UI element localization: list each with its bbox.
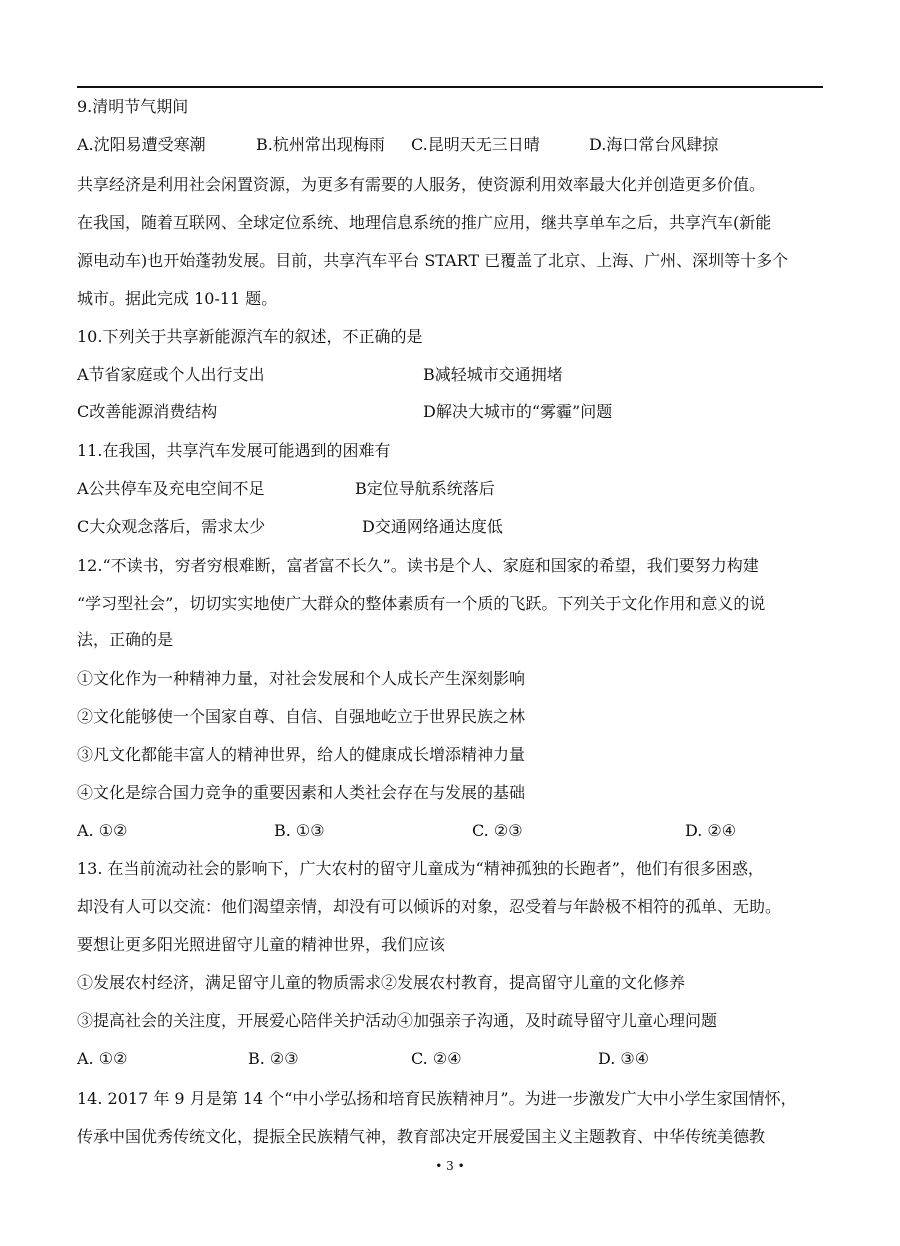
q9-option-c: C.昆明天无三日晴 [411, 135, 540, 154]
question-14-stem-line-2: 传承中国优秀传统文化，提振全民族精气神，教育部决定开展爱国主义主题教育、中华传统美德教 [77, 1127, 766, 1146]
question-14-stem-line-1: 14. 2017 年 9 月是第 14 个“中小学弘扬和培育民族精神月”。为进一步激发广大中小学生家国情怀， [77, 1089, 797, 1108]
question-10-stem: 10.下列关于共享新能源汽车的叙述，不正确的是 [77, 327, 423, 346]
q13-statements-row-2: ③提高社会的关注度，开展爱心陪伴关护活动④加强亲子沟通，及时疏导留守儿童心理问题 [77, 1011, 718, 1030]
q10-option-b: B减轻城市交通拥堵 [423, 365, 563, 384]
q10-option-d: D解决大城市的“雾霾”问题 [423, 402, 613, 421]
q10-option-c: C改善能源消费结构 [77, 402, 218, 421]
passage-line-4: 城市。据此完成 10-11 题。 [77, 289, 278, 308]
q12-statement-3: ③凡文化都能丰富人的精神世界，给人的健康成长增添精神力量 [77, 745, 526, 764]
q13-statements-row-1: ①发展农村经济，满足留守儿童的物质需求②发展农村教育，提高留守儿童的文化修养 [77, 973, 686, 992]
header-rule [77, 86, 823, 88]
q12-statement-1: ①文化作为一种精神力量，对社会发展和个人成长产生深刻影响 [77, 669, 526, 688]
q12-option-d: D. ②④ [685, 821, 737, 840]
passage-line-2: 在我国，随着互联网、全球定位系统、地理信息系统的推广应用，继共享单车之后，共享汽车(新能 [77, 213, 772, 232]
q11-option-a: A公共停车及充电空间不足 [77, 479, 265, 498]
passage-line-3: 源电动车)也开始蓬勃发展。目前，共享汽车平台 START 已覆盖了北京、上海、广州、深圳等十多个 [77, 251, 789, 270]
q11-option-d: D交通网络通达度低 [362, 517, 503, 536]
q12-option-b: B. ①③ [274, 821, 325, 840]
page-number: • 3 • [435, 1159, 465, 1173]
q9-option-d: D.海口常台风肆掠 [589, 135, 719, 154]
passage-line-1: 共享经济是利用社会闲置资源，为更多有需要的人服务，使资源利用效率最大化并创造更多价值。 [77, 175, 766, 194]
q10-option-a: A节省家庭或个人出行支出 [77, 365, 265, 384]
question-13-stem-line-1: 13. 在当前流动社会的影响下，广大农村的留守儿童成为“精神孤独的长跑者”，他们有很多困惑， [77, 859, 764, 878]
question-9-stem: 9.清明节气期间 [77, 97, 189, 116]
q9-option-b: B.杭州常出现梅雨 [256, 135, 385, 154]
q12-statement-2: ②文化能够使一个国家自尊、自信、自强地屹立于世界民族之林 [77, 707, 526, 726]
q13-option-b: B. ②③ [248, 1049, 299, 1068]
q13-option-a: A. ①② [77, 1049, 128, 1068]
q12-option-c: C. ②③ [472, 821, 523, 840]
q13-option-c: C. ②④ [411, 1049, 462, 1068]
question-12-stem-line-1: 12.“不读书，穷者穷根难断，富者富不长久”。读书是个人、家庭和国家的希望，我们要努力构建 [77, 556, 759, 575]
q9-option-a: A.沈阳易遭受寒潮 [77, 135, 206, 154]
q11-option-c: C大众观念落后，需求太少 [77, 517, 266, 536]
q13-option-d: D. ③④ [598, 1049, 650, 1068]
q11-option-b: B定位导航系统落后 [355, 479, 495, 498]
question-12-stem-line-2: “学习型社会”，切切实实地使广大群众的整体素质有一个质的飞跃。下列关于文化作用和意义的说 [77, 594, 766, 613]
question-12-stem-line-3: 法，正确的是 [77, 630, 174, 649]
question-13-stem-line-3: 要想让更多阳光照进留守儿童的精神世界，我们应该 [77, 935, 446, 954]
question-11-stem: 11.在我国，共享汽车发展可能遇到的困难有 [77, 441, 391, 460]
q12-option-a: A. ①② [77, 821, 128, 840]
q12-statement-4: ④文化是综合国力竞争的重要因素和人类社会存在与发展的基础 [77, 783, 526, 802]
question-13-stem-line-2: 却没有人可以交流：他们渴望亲情，却没有可以倾诉的对象，忍受着与年龄极不相符的孤单、无助。 [77, 897, 782, 916]
